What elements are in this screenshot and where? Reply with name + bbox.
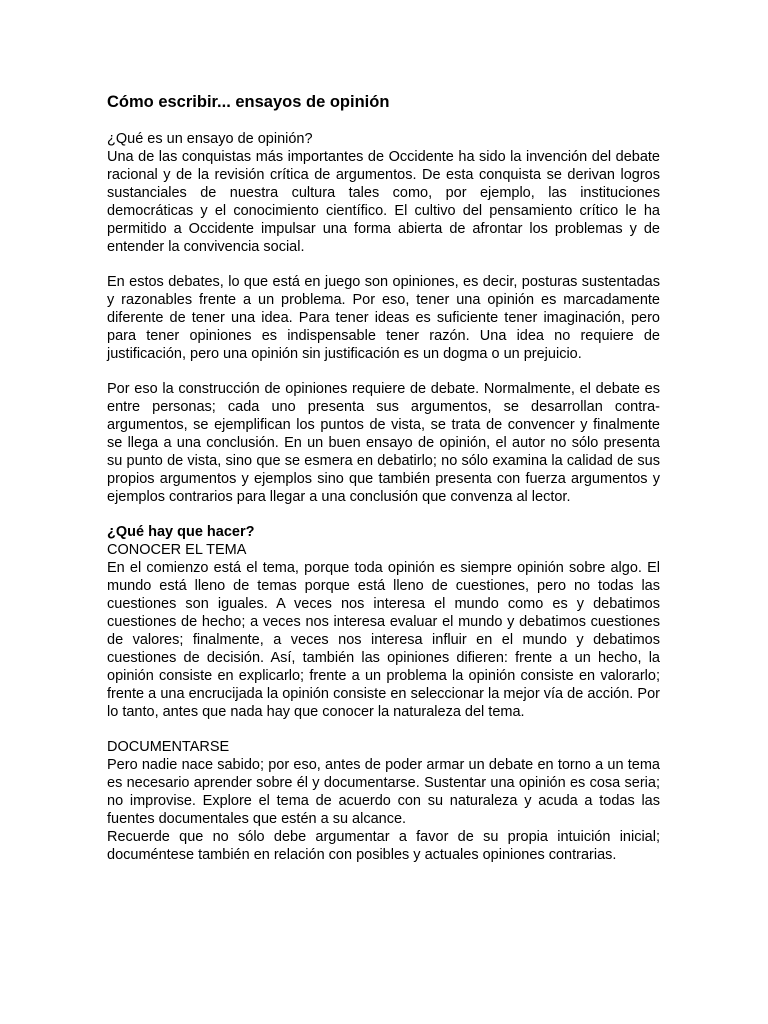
paragraph-gap [107,256,660,273]
paragraph-gap [107,721,660,738]
paragraph-gap [107,363,660,380]
document-title: Cómo escribir... ensayos de opinión [107,93,390,111]
paragraph-1: Una de las conquistas más importantes de Occidente ha sido la invención del debate racional y de la revisión crítica de argumentos. De esta conquista se derivan logros sustanciales de nuestra cultura tales como, por ejemplo, las instituciones democráticas y el conocimiento científico. El cultivo del pensamiento crítico le ha permitido a Occidente impulsar una forma abierta de afrontar los problemas y de entender la convivencia social. [107,149,660,255]
paragraph-gap [107,506,660,523]
paragraph-documentarse-2: Recuerde que no sólo debe argumentar a favor de su propia intuición inicial; documéntese también en relación con posibles y actuales opiniones contrarias. [107,829,660,863]
section-heading-what-to-do: ¿Qué hay que hacer? [107,524,255,540]
paragraph-documentarse-1: Pero nadie nace sabido; por eso, antes de poder armar un debate en torno a un tema es necesario aprender sobre él y documentarse. Sustentar una opinión es cosa seria; no improvise. Explore el tema de acuerdo con su naturaleza y acuda a todas las fuentes documentales que estén a su alcance. [107,757,660,827]
paragraph-2: En estos debates, lo que está en juego son opiniones, es decir, posturas sustentadas y razonables frente a un problema. Por eso, tener una opinión es marcadamente diferente de tener una idea. Para tener ideas es suficiente tener imaginación, pero para tener opiniones es indispensable tener razón. Una idea no requiere de justificación, pero una opinión sin justificación es un dogma o un prejuicio. [107,274,660,362]
paragraph-conocer-el-tema: En el comienzo está el tema, porque toda opinión es siempre opinión sobre algo. El mundo está lleno de temas porque está lleno de cuestiones, pero no todas las cuestiones son iguales. A veces nos interesa el mundo como es y debatimos cuestiones de hecho; a veces nos interesa evaluar el mundo y debatimos cuestiones de valores; finalmente, a veces nos interesa influir en el mundo y debatimos cuestiones de decisión. Así, también las opiniones difieren: frente a un hecho, la opinión consiste en explicarlo; frente a un problema la opinión consiste en valorarlo; frente a una encrucijada la opinión consiste en seleccionar la mejor vía de acción. Por lo tanto, antes que nada hay que conocer la naturaleza del tema. [107,560,660,720]
section-heading-what-is: ¿Qué es un ensayo de opinión? [107,131,313,147]
document-page [107,92,660,864]
subheading-documentarse: DOCUMENTARSE [107,739,230,755]
subheading-conocer-el-tema: CONOCER EL TEMA [107,542,247,558]
paragraph-3: Por eso la construcción de opiniones requiere de debate. Normalmente, el debate es entre personas; cada uno presenta sus argumentos, se desarrollan contra-argumentos, se ejemplifican los puntos de vista, se trata de convencer y finalmente se llega a una conclusión. En un buen ensayo de opinión, el autor no sólo presenta su punto de vista, sino que se esmera en debatirlo; no sólo examina la calidad de sus propios argumentos y ejemplos sino que también presenta con fuerza argumentos y ejemplos contrarios para llegar a una conclusión que convenza al lector. [107,381,660,505]
